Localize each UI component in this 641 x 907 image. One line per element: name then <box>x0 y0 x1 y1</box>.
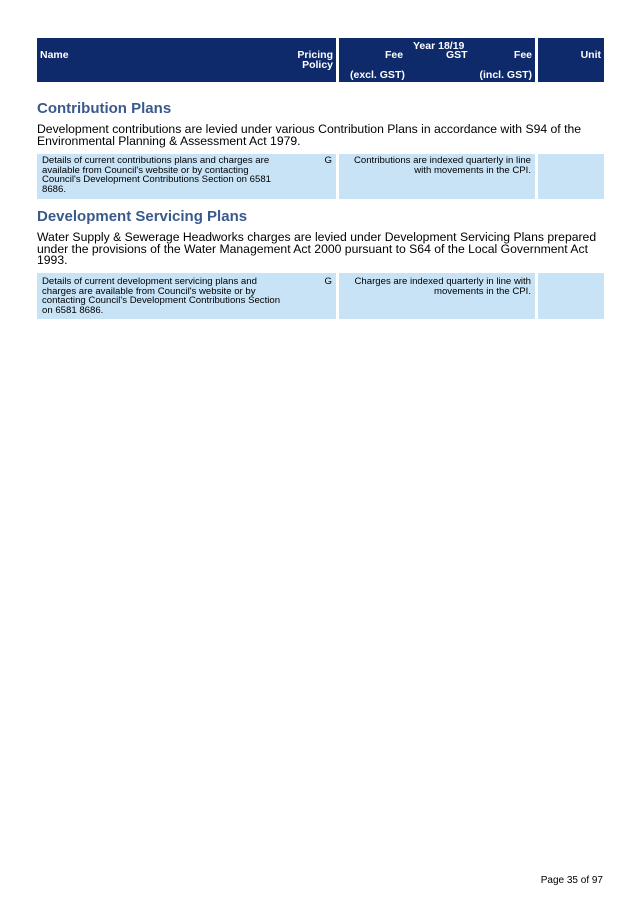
name-line: on 6581 8686. <box>42 304 104 316</box>
section-title-contribution-plans: Contribution Plans <box>37 100 172 117</box>
row-pricing-policy: G <box>324 155 332 166</box>
name-line: 8686. <box>42 183 67 195</box>
fee-line: with movements in the CPI. <box>414 164 531 176</box>
section-intro-development-servicing-plans <box>37 232 604 267</box>
table-header-name-cell <box>37 38 336 82</box>
row-fee-text <box>354 277 531 296</box>
name-line: available from Council's website or by contacting <box>42 164 249 176</box>
fee-line: Contributions are indexed quarterly in line <box>353 155 531 166</box>
fee-line: Charges are indexed quarterly in line with <box>354 276 531 287</box>
table-row-name-cell <box>37 154 336 199</box>
row-fee-text <box>354 156 531 175</box>
name-line: Council's Development Contributions Section on 6581 <box>42 174 272 186</box>
name-line: Details of current contributions plans and charges are <box>42 155 270 166</box>
column-header-gst: GST <box>446 49 468 61</box>
intro-line: under the provisions of the Water Management Act 2000 pursuant to S64 of the Local Government Act <box>37 241 589 256</box>
table-row-fee-cell <box>339 154 535 199</box>
column-header-fee-excl: Fee <box>385 49 404 61</box>
intro-line: Environmental Planning & Assessment Act 1979. <box>37 133 301 148</box>
table-row-unit-cell <box>538 273 604 319</box>
table-header-year-cell <box>339 38 535 82</box>
column-header-fee-incl: Fee <box>513 49 532 61</box>
name-line: charges are available from Council's website or by <box>42 285 256 297</box>
name-line: Details of current development servicing plans and <box>42 276 257 287</box>
column-header-pricing-policy-line2: Policy <box>302 59 333 71</box>
intro-line: 1993. <box>37 253 68 267</box>
name-line: contacting Council's Development Contributions Section <box>42 295 281 307</box>
intro-line: Water Supply & Sewerage Headworks charges are levied under Development Servicing Plans prepared <box>37 230 597 244</box>
page-number: Page 35 of 97 <box>540 875 603 886</box>
fee-line: movements in the CPI. <box>433 285 531 297</box>
column-header-name: Name <box>40 49 69 61</box>
column-header-pricing-policy-line1: Pricing <box>297 49 333 61</box>
column-header-year: Year 18/19 <box>413 40 465 52</box>
section-title-development-servicing-plans: Development Servicing Plans <box>37 208 248 225</box>
section-intro-contribution-plans <box>37 124 604 147</box>
row-pricing-policy: G <box>324 276 332 287</box>
column-header-fee-incl-sub: (incl. GST) <box>479 69 532 81</box>
table-row-name-cell <box>37 273 336 319</box>
table-row-unit-cell <box>538 154 604 199</box>
row-name-text <box>42 277 280 315</box>
intro-line: Development contributions are levied under various Contribution Plans in accordance with S94 of the <box>37 122 582 136</box>
table-header-unit-cell <box>538 38 604 82</box>
table-row-fee-cell <box>339 273 535 319</box>
column-header-fee-excl-sub: (excl. GST) <box>350 69 405 81</box>
column-header-unit: Unit <box>580 49 601 61</box>
row-name-text <box>42 156 271 194</box>
